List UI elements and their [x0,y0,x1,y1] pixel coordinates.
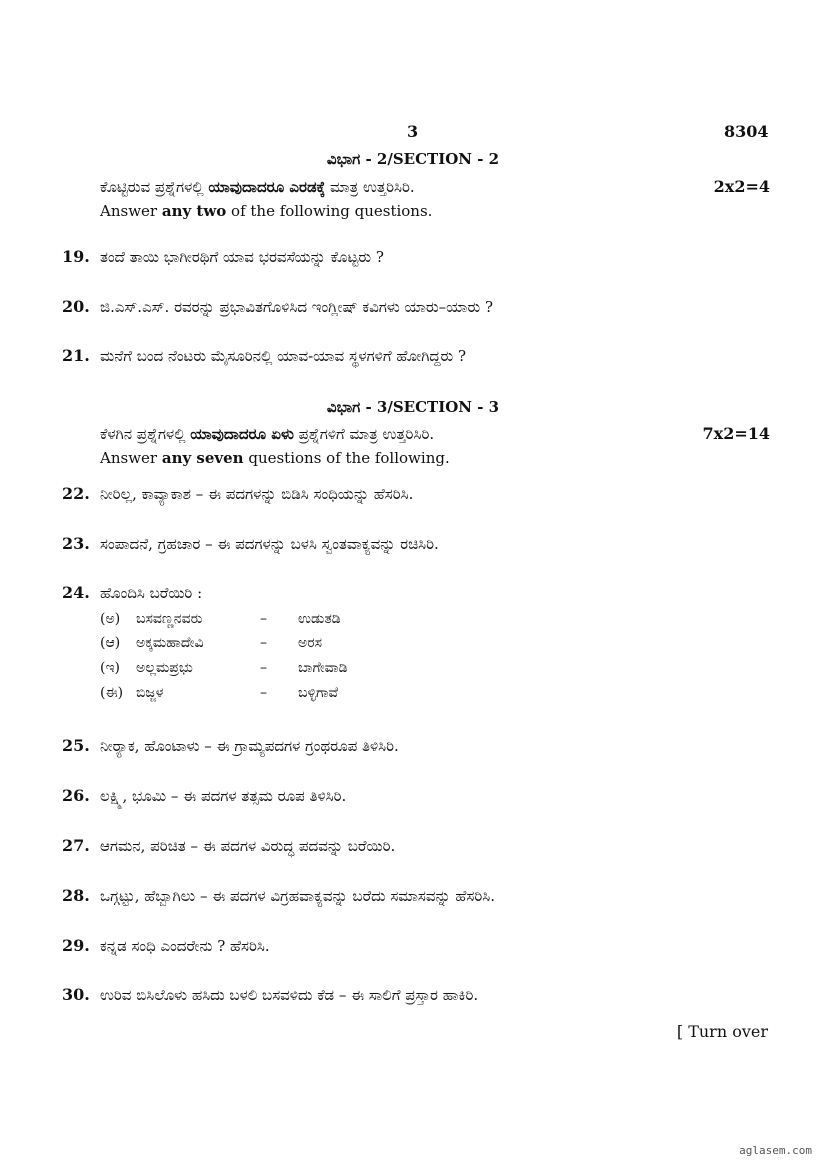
match-label: (ಈ) [100,685,124,701]
match-left: ಬಸವಣ್ಣನವರು [136,611,203,627]
question-22 [62,484,413,503]
question-number: 19. [62,247,90,266]
instr-bold: ಯಾವುದಾದರೂ ಎರಡಕ್ಕೆ [208,178,326,196]
match-dash: – [260,660,267,676]
question-number: 22. [62,484,90,503]
question-text: ನೀರ‍್ಯಾಕ, ಹೊಂಟಾಳು – ಈ ಗ್ರಾಮ್ಯಪದಗಳ ಗ್ರಂಥರೂಪ ತಿಳಿಸಿರಿ. [100,737,399,755]
question-text: ಉರಿವ ಬಿಸಿಲೊಳು ಹಸಿದು ಬಳಲಿ ಬಸವಳಿದು ಕೆಡ – ಈ ಸಾಲಿಗೆ ಪ್ರಸ್ತಾರ ಹಾಕಿರಿ. [100,986,479,1004]
match-left: ಅಕ್ಕಮಹಾದೇವಿ [136,635,204,651]
instr-bold: ಯಾವುದಾದರೂ ಏಳು [190,425,294,443]
question-29 [62,936,270,955]
match-right: ಬಳ್ಳಿಗಾವೆ [298,685,339,701]
instr-text: ಮಾತ್ರ ಉತ್ತರಿಸಿರಿ. [325,178,415,196]
instr-text: ಕೊಟ್ಟಿರುವ ಪ್ರಶ್ನೆಗಳಲ್ಲಿ [100,178,209,196]
question-text: ಕನ್ನಡ ಸಂಧಿ ಎಂದರೇನು ? ಹೆಸರಿಸಿ. [100,937,270,955]
question-26 [62,786,346,805]
match-left: ಬಿಜ್ಜಳ [136,685,164,701]
question-number: 30. [62,985,90,1004]
site-watermark: aglasem.com [739,1144,812,1157]
question-30 [62,985,478,1004]
section-3-marks: 7x2=14 [702,424,770,443]
question-number: 25. [62,736,90,755]
question-text: ನೀರಿಲ್ಲ, ಕಾವ್ಯಾಕಾಶ – ಈ ಪದಗಳನ್ನು ಬಿಡಿಸಿ ಸಂಧಿಯನ್ನು ಹೆಸರಿಸಿ. [100,485,414,503]
section-3-instruction-kannada [100,425,434,443]
instr-bold: any two [161,202,227,220]
match-dash: – [260,635,267,651]
question-20 [62,297,493,316]
question-27 [62,836,395,855]
question-23 [62,534,439,553]
question-21 [62,346,466,365]
instr-text: Answer [100,202,162,220]
match-label: (ಇ) [100,660,121,676]
question-text: ಒಗ್ಗಟ್ಟು, ಹೆಬ್ಬಾಗಿಲು – ಈ ಪದಗಳ ವಿಗ್ರಹವಾಕ್ಯವನ್ನು ಬರೆದು ಸಮಾಸವನ್ನು ಹೆಸರಿಸಿ. [100,887,495,905]
section-3-heading: ವಿಭಾಗ - 3/SECTION - 3 [326,398,500,416]
question-text: ಲಕ್ಷ್ಮಿ, ಭೂಮಿ – ಈ ಪದಗಳ ತತ್ಸಮ ರೂಪ ತಿಳಿಸಿರಿ. [100,787,347,805]
turn-over-note: [ Turn over [676,1022,768,1041]
question-28 [62,886,495,905]
question-number: 28. [62,886,90,905]
match-row [100,635,322,651]
question-number: 23. [62,534,90,553]
section-2-marks: 2x2=4 [713,177,770,196]
match-label: (ಆ) [100,635,121,651]
match-dash: – [260,611,267,627]
question-number: 24. [62,583,90,602]
question-19 [62,247,384,266]
section-2-instruction-english [100,202,432,220]
question-number: 29. [62,936,90,955]
page-number: 3 [407,122,419,141]
match-left: ಅಲ್ಲಮಪ್ರಭು [136,660,193,676]
instr-text: questions of the following. [243,449,450,467]
question-text: ತಂದೆ ತಾಯಿ ಭಾಗೀರಥಿಗೆ ಯಾವ ಭರವಸೆಯನ್ನು ಕೊಟ್ಟರು ? [100,248,384,266]
match-dash: – [260,685,267,701]
match-row [100,685,338,701]
instr-bold: any seven [161,449,244,467]
question-text: ಜಿ.ಎಸ್.ಎಸ್. ರವರನ್ನು ಪ್ರಭಾವಿತಗೊಳಿಸಿದ ಇಂಗ್ಲೀಷ್ ಕವಿಗಳು ಯಾರು–ಯಾರು ? [100,298,493,316]
match-right: ಬಾಗೇವಾಡಿ [298,660,348,676]
question-number: 21. [62,346,90,365]
instr-text: Answer [100,449,162,467]
question-text: ಮನೆಗೆ ಬಂದ ನೆಂಟರು ಮೈಸೂರಿನಲ್ಲಿ ಯಾವ-ಯಾವ ಸ್ಥಳಗಳಿಗೆ ಹೋಗಿದ್ದರು ? [100,347,467,365]
paper-code: 8304 [724,122,769,141]
question-text: ಆಗಮನ, ಪರಿಚಿತ – ಈ ಪದಗಳ ವಿರುದ್ಧ ಪದವನ್ನು ಬರೆಯಿರಿ. [100,837,396,855]
match-row [100,660,347,676]
question-text: ಹೊಂದಿಸಿ ಬರೆಯಿರಿ : [100,584,203,602]
section-2-heading: ವಿಭಾಗ - 2/SECTION - 2 [326,150,500,168]
match-label: (ಅ) [100,611,121,627]
question-25 [62,736,399,755]
instr-text: ಕೆಳಗಿನ ಪ್ರಶ್ನೆಗಳಲ್ಲಿ [100,425,191,443]
question-number: 26. [62,786,90,805]
section-2-instruction-kannada [100,178,415,196]
instr-text: ಪ್ರಶ್ನೆಗಳಿಗೆ ಮಾತ್ರ ಉತ್ತರಿಸಿರಿ. [293,425,435,443]
match-right: ಅರಸ [298,635,323,651]
question-number: 27. [62,836,90,855]
section-3-instruction-english [100,449,450,467]
question-text: ಸಂಪಾದನೆ, ಗ್ರಹಚಾರ – ಈ ಪದಗಳನ್ನು ಬಳಸಿ ಸ್ವಂತವಾಕ್ಯವನ್ನು ರಚಿಸಿರಿ. [100,535,439,553]
match-right: ಉಡುತಡಿ [298,611,341,627]
instr-text: of the following questions. [226,202,433,220]
question-number: 20. [62,297,90,316]
question-24 [62,583,202,602]
match-row [100,611,341,627]
